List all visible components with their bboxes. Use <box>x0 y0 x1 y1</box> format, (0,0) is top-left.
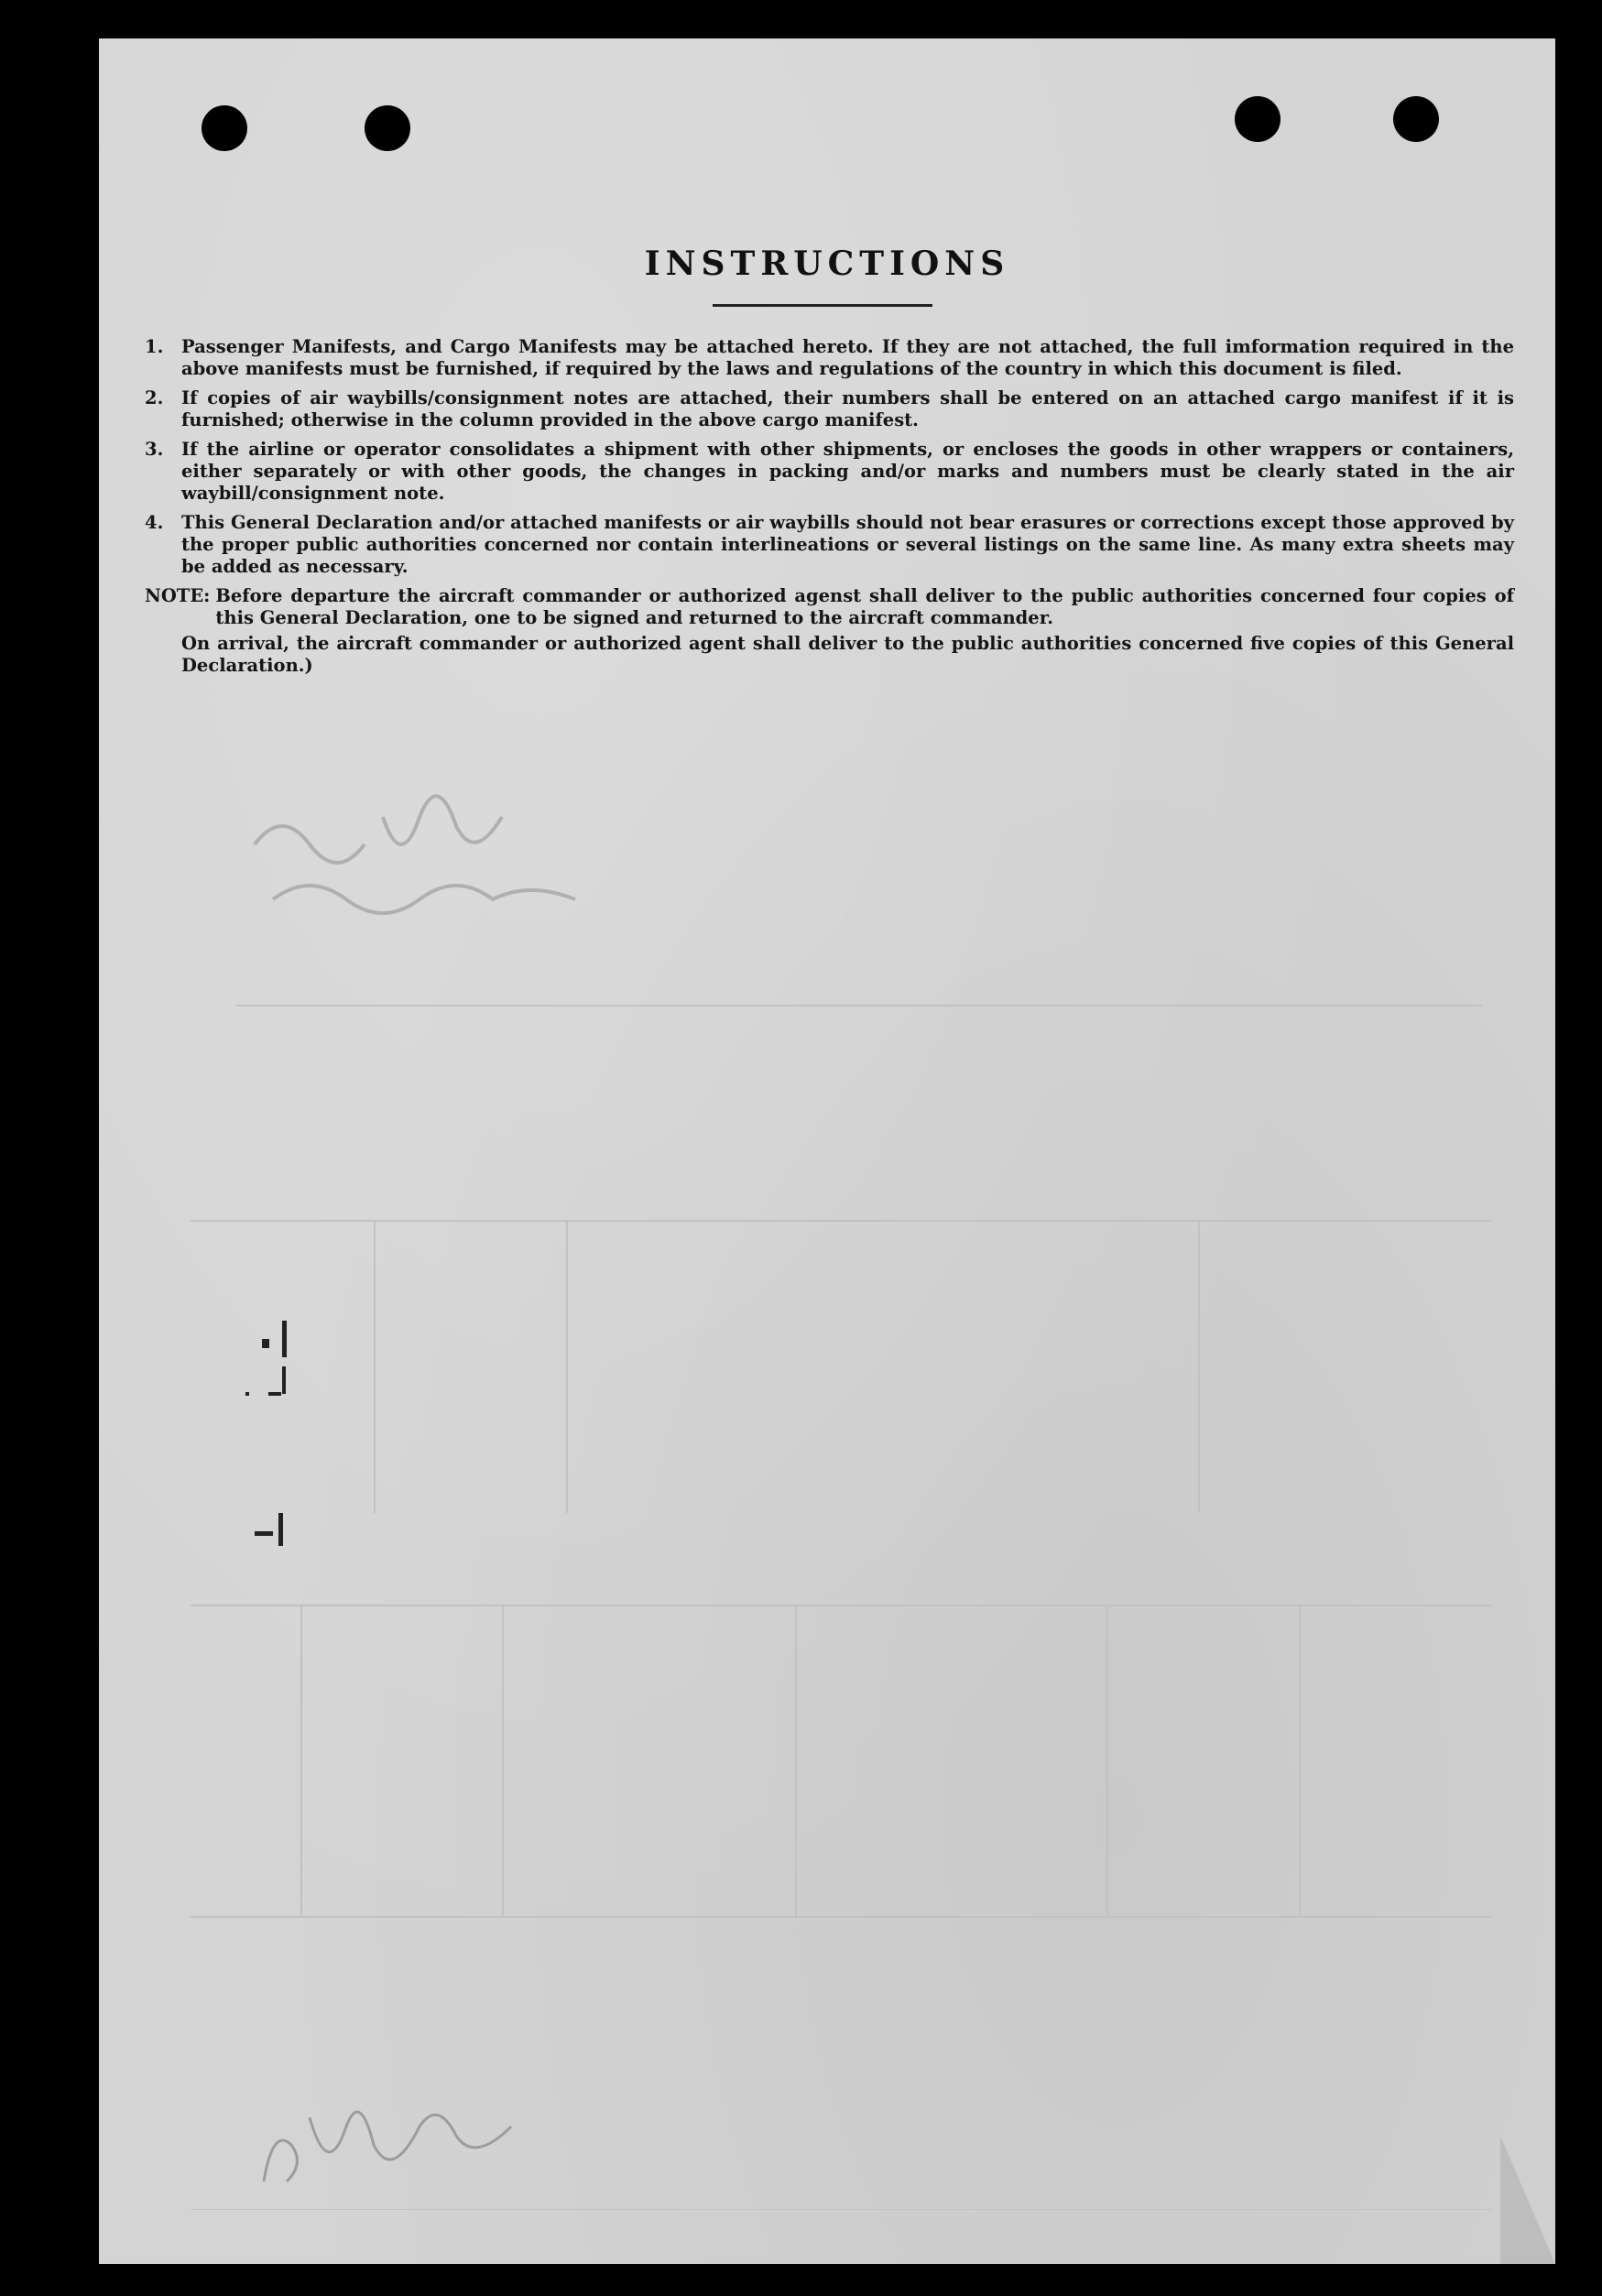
instruction-item <box>145 439 1514 505</box>
instruction-text: Passenger Manifests, and Cargo Manifests may be attached hereto. If they are not attached, the full imformation required in the above manifests must be furnished, if required by the laws and regulations of the country in which this document is filed. <box>181 336 1514 379</box>
bleed-through-line <box>191 1605 1491 1606</box>
note-block <box>145 585 1514 629</box>
instruction-item <box>145 512 1514 578</box>
handwriting-scribble-icon <box>236 789 713 936</box>
document-page <box>99 38 1555 2264</box>
punch-hole-right-2 <box>1393 96 1439 142</box>
bleed-through-line <box>191 1916 1491 1918</box>
instruction-number: 3. <box>145 439 164 460</box>
instruction-text: If the airline or operator consolidates a shipment with other shipments, or encloses the goods in other wrappers or containers, either separately or with other goods, the changes in packing and/or marks and numbers must be clearly stated in the air waybill/consignment note. <box>181 439 1514 504</box>
instruction-number: 4. <box>145 512 164 533</box>
instructions-list <box>145 336 1514 677</box>
bleed-through-line <box>502 1605 504 1916</box>
signature-scribble-icon <box>255 2090 566 2200</box>
bleed-through-line <box>1198 1220 1200 1513</box>
note-label: NOTE: <box>145 585 211 606</box>
folded-corner <box>1500 2136 1555 2264</box>
bleed-through-line <box>236 1005 1482 1007</box>
bleed-through-line <box>566 1220 568 1513</box>
punch-hole-right-1 <box>1235 96 1281 142</box>
bleed-through-line <box>374 1220 376 1513</box>
bleed-through-line <box>1106 1605 1108 1916</box>
bleed-through-line <box>191 2209 1491 2210</box>
instruction-item <box>145 387 1514 431</box>
instruction-item <box>145 336 1514 380</box>
bleed-through-line <box>1299 1605 1301 1916</box>
title-underline <box>713 304 932 307</box>
bleed-through-line <box>795 1605 797 1916</box>
note-text: Before departure the aircraft commander or authorized agenst shall deliver to the public authorities concerned four copies of this General Declaration, one to be signed and returned to the aircraft commander. <box>215 585 1514 628</box>
instruction-number: 1. <box>145 336 164 357</box>
instruction-number: 2. <box>145 387 164 408</box>
instruction-text: If copies of air waybills/consignment notes are attached, their numbers shall be entered on an attached cargo manifest if it is furnished; otherwise in the column provided in the above cargo manifest. <box>181 387 1514 430</box>
punch-hole-left-1 <box>202 105 247 151</box>
bleed-through-line <box>191 1220 1491 1222</box>
instruction-text: This General Declaration and/or attached manifests or air waybills should not bear erasures or corrections except those approved by the proper public authorities concerned nor contain interlineations or several listings on the same line. As many extra sheets may be added as necessary. <box>181 512 1514 577</box>
punch-hole-left-2 <box>365 105 410 151</box>
bleed-through-line <box>300 1605 302 1916</box>
page-title: INSTRUCTIONS <box>644 245 1010 283</box>
note-continuation: On arrival, the aircraft commander or authorized agent shall deliver to the public authorities concerned five copies of this General Declaration.) <box>181 633 1514 676</box>
